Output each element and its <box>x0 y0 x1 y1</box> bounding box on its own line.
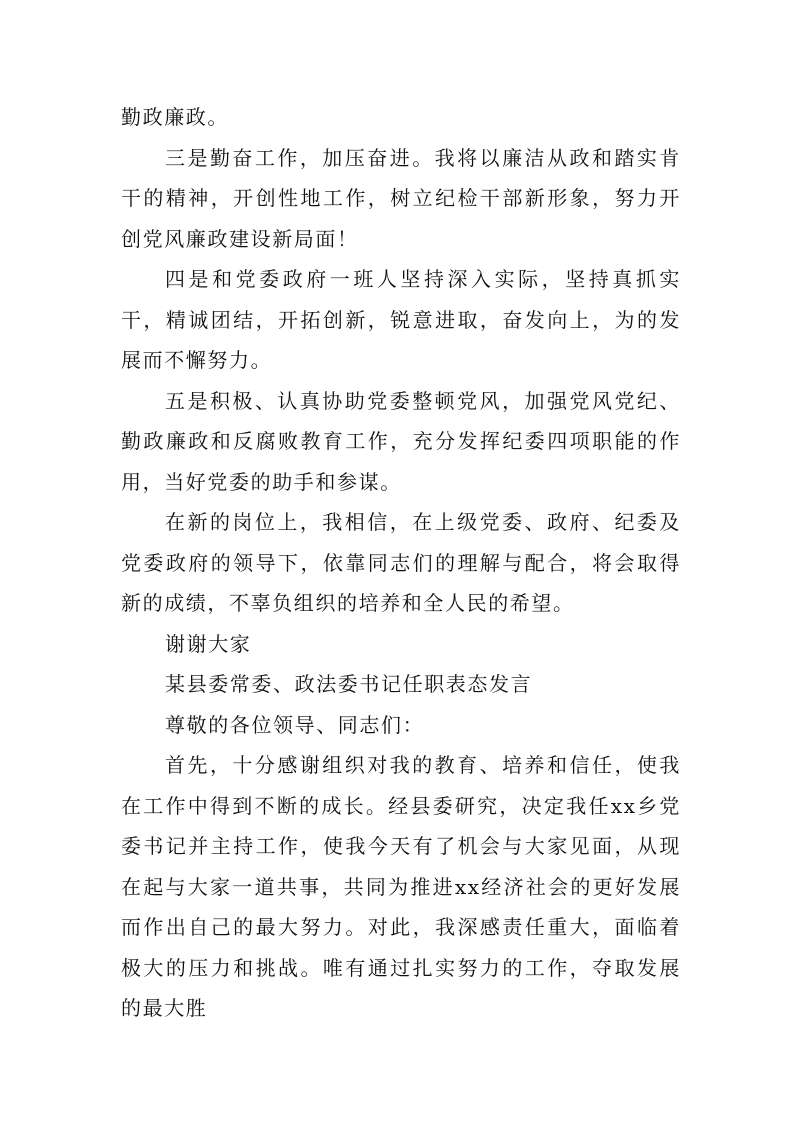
closing-thanks: 谢谢大家 <box>165 631 252 656</box>
paragraph-9: 首先，十分感谢组织对我的教育、培养和信任，使我在工作中得到不断的成长。经县委研究，决定我任xx乡党委书记并主持工作，使我今天有了机会与大家见面，从现在起与大家一道共事，共同为推进xx经济社会的更好发展而作出自己的最大努力。对此，我深感责任重大，面临着极大的压力和挑战。唯有通过扎实努力的工作，夺取发展的最大胜 <box>121 753 681 1020</box>
paragraph-5: 在新的岗位上，我相信，在上级党委、政府、纪委及党委政府的领导下，依靠同志们的理解与配合，将会取得新的成绩，不辜负组织的培养和全人民的希望。 <box>121 510 681 615</box>
paragraph-1: 勤政廉政。 <box>121 105 229 129</box>
document-body <box>121 97 681 1029</box>
paragraph-3: 四是和党委政府一班人坚持深入实际，坚持真抓实干，精诚团结，开拓创新，锐意进取，奋发向上，为的发展而不懈努力。 <box>121 267 681 372</box>
paragraph-4: 五是积极、认真协助党委整顿党风，加强党风党纪、勤政廉政和反腐败教育工作，充分发挥纪委四项职能的作用，当好党委的助手和参谋。 <box>121 388 681 494</box>
salutation: 尊敬的各位领导、同志们： <box>165 712 425 737</box>
speech-title: 某县委常委、政法委书记任职表态发言 <box>165 672 533 696</box>
paragraph-2: 三是勤奋工作，加压奋进。我将以廉洁从政和踏实肯干的精神，开创性地工作，树立纪检干部新形象，努力开创党风廉政建设新局面！ <box>121 145 681 251</box>
